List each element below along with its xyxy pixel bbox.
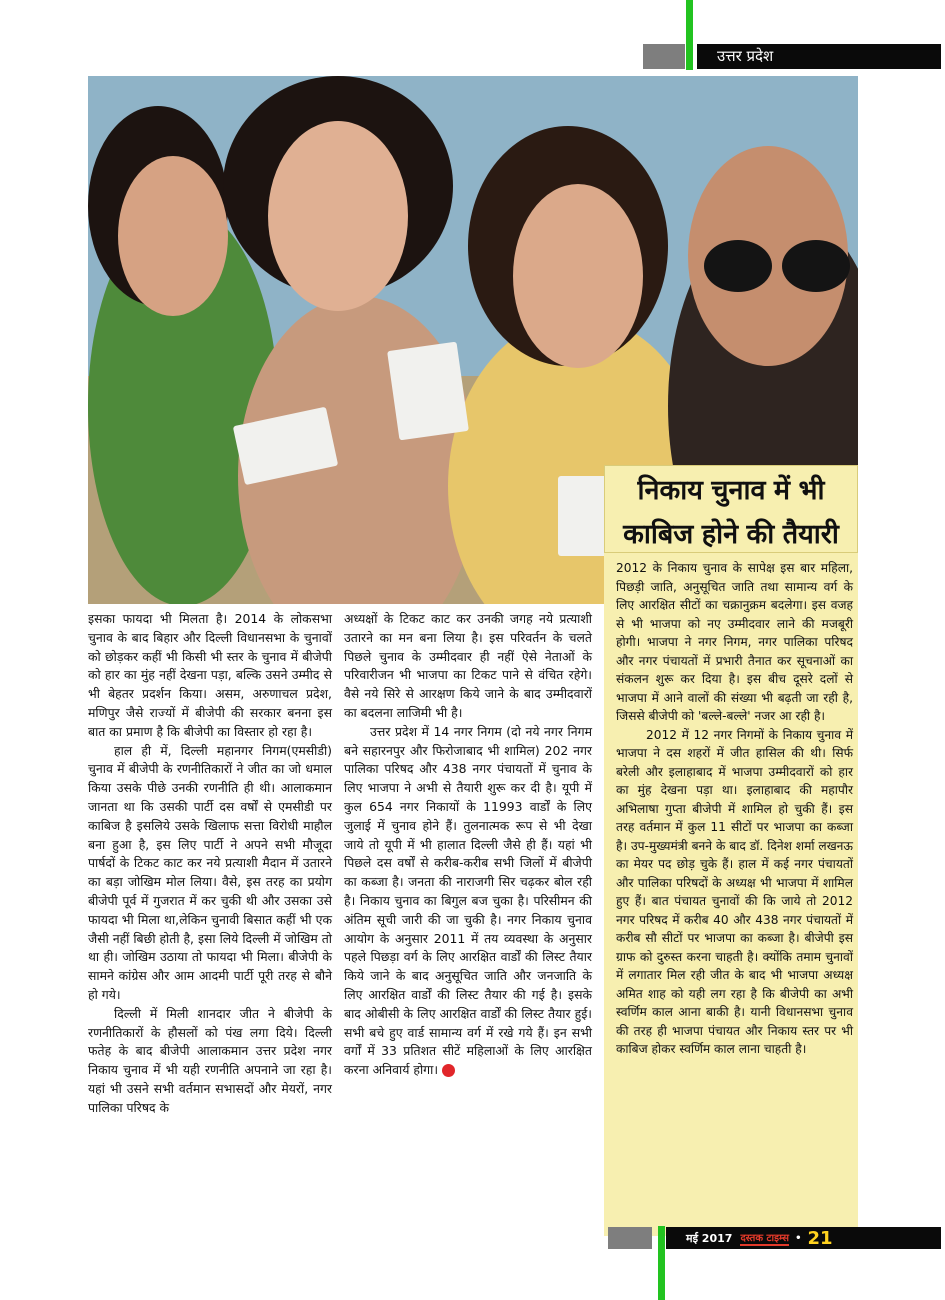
article-column-1 [88,610,332,1118]
woman-4-sunglasses-left [704,240,772,292]
headline-box [604,465,858,553]
section-label: उत्तर प्रदेश [697,44,941,69]
voter-card-2 [387,342,469,441]
footer-bar [666,1227,941,1249]
woman-3-face [513,184,643,368]
woman-4-sunglasses-right [782,240,850,292]
footer-bullet: • [795,1232,802,1244]
sidebar-paragraph: 2012 में 12 नगर निगमों के निकाय चुनाव में भाजपा ने दस शहरों में जीत हासिल की थी। सिर्फ बरेली और इलाहाबाद में भाजपा उम्मीदवारों को हार का मुंह देखना पड़ा था। इलाहाबाद की महापौर अभिलाषा गुप्ता बीजेपी में शामिल हो चुकी हैं। इस तरह वर्तमान में कुल 11 सीटों पर भाजपा का कब्जा है। उप-मुख्यमंत्री बनने के बाद डॉ. दिनेश शर्मा लखनऊ का मेयर पद छोड़ चुके हैं। हाल में कई नगर पंचायतों और पालिका परिषदों के अध्यक्ष भी भाजपा में शामिल हुए हैं। बात पंचायत चुनावों की कि जाये तो 2012 नगर परिषद में करीब 40 और 438 नगर पंचायतों में करीब सौ सीटों पर भाजपा का कब्जा है। बीजेपी इस ग्राफ को दुरुस्त करना चाहती है। क्योंकि तमाम चुनावों में लगातार मिल रही जीत के बाद भी भाजपा अध्यक्ष अमित शाह को यही लग रहा है कि बीजेपी का अभी स्वर्णिम काल आना बाकी है। यानी विधानसभा चुनाव की तरह ही भाजपा पंचायत और निकाय स्तर पर भी काबिज होकर स्वर्णिम काल लाना चाहती है। [616,727,853,1056]
footer-grey-block [608,1227,652,1249]
article-paragraph: इसका फायदा भी मिलता है। 2014 के लोकसभा चुनाव के बाद बिहार और दिल्ली विधानसभा के चुनावों को छोड़कर कहीं भी किसी भी स्तर के चुनाव में बीजेपी को हार का मुंह नहीं देखना पड़ा, बल्कि उसने उम्मीद से भी बेहतर प्रदर्शन किया। असम, अरुणाचल प्रदेश, मणिपुर जैसे राज्यों में बीजेपी की सरकार बनना इस बात का प्रमाण है कि बीजेपी का विस्तार हो रहा है। [88,611,332,739]
woman-2-face [268,121,408,311]
sidebar-box [604,553,858,1236]
header-grey-block [643,44,685,69]
article-column-2 [344,610,592,1080]
article-paragraph: हाल ही में, दिल्ली महानगर निगम(एमसीडी) चुनाव में बीजेपी के रणनीतिकारों ने जीत का जो धमाल किया उसके पीछे उनकी रणनीति ही थी। आलाकमान जानता था कि उसकी पार्टी दस वर्षों से एमसीडी पर काबिज है इसलिये उसके खिलाफ सत्ता विरोधी माहौल बना हुआ है, इस लिए पार्टी ने अपने सभी मौजूदा पार्षदों के टिकट काट कर नये प्रत्याशी मैदान में उतारने का बड़ा जोखिम मोल लिया। वैसे, इस तरह का प्रयोग बीजेपी पूर्व में गुजरात में कर चुकी थी और उसका उसे फायदा भी मिला था,लेकिन चुनावी बिसात कहीं भी एक जैसी नहीं बिछी होती है, इसा लिये दिल्ली में जोखिम तो था ही। जोखिम उठाया तो फायदा भी मिला। बीजेपी के सामने कांग्रेस और आम आदमी पार्टी पूरी तरह से बौने हो गये। [88,742,332,1002]
article-paragraph: अध्यक्षों के टिकट काट कर उनकी जगह नये प्रत्याशी उतारने का मन बना लिया है। इस परिवर्तन के चलते पिछले चुनाव के उम्मीदवार ही नहीं ऐसे नेताओं के परिवारीजन भी भाजपा का टिकट पाने से वंचित रहेगे। वैसे नये सिरे से आरक्षण किये जाने के बाद उम्मीदवारों का बदलना लाजिमी भी है। [344,611,592,720]
magazine-logo: दस्तक टाइम्स [740,1230,789,1246]
page-number: 21 [807,1227,833,1249]
sidebar-paragraph: 2012 के निकाय चुनाव के सापेक्ष इस बार महिला, पिछड़ी जाति, अनुसूचित जाति तथा सामान्य वर्ग के लिए आरक्षित सीटों का चक्रानुक्रम बदलेगा। इस वजह से भी भाजपा को नए उम्मीदवार लाने की मजबूरी होगी। भाजपा ने नगर निगम, नगर पालिका परिषद और नगर पंचायतों में प्रभारी तैनात कर सूचनाओं का संकलन शुरू कर दिया है। इस बीच दूसरे दलों से भाजपा में आने वालों की संख्या भी बढ़ती जा रही है, जिससे बीजेपी को 'बल्ले-बल्ले' नजर आ रही है। [616,561,853,723]
section-header [643,44,941,69]
article-paragraph-text: उत्तर प्रदेश में 14 नगर निगम (दो नये नगर निगम बने सहारनपुर और फिरोजाबाद भी शामिल) 202 नगर पालिका परिषद और 438 नगर पंचायतों में चुनाव के लिए भाजपा ने अभी से तैयारी शुरू कर दी है। यूपी में कुल 654 नगर निकायों के 11993 वार्डों के लिए जुलाई में चुनाव होने हैं। तुलनात्मक रूप से भी देखा जाये तो यूपी में भी हालात दिल्ली जैसे ही हैं। यहां भी पिछले दस वर्षों से करीब-करीब सभी जिलों में बीजेपी का कब्जा है। जनता की नाराजगी सिर चढ़कर बोल रही है। निकाय चुनाव का बिगुल बज चुका है। परिसीमन की अंतिम सूची जारी की जा चुकी है। नगर निकाय चुनाव आयोग के अनुसार 2011 में तय व्यवस्था के अनुसार पहले पिछड़ा वर्ग के लिए आरक्षित वार्डों की लिस्ट तैयार किये जाने के बाद अनुसूचित जाति और जनजाति के लिए आरक्षित वार्डों की लिस्ट तैयार की गई है। इसके बाद ओबीसी के लिए आरक्षित वार्डों की लिस्ट तैयार हुई। सभी बचे हुए वार्ड सामान्य वर्ग में रखे गये हैं। इन सभी वर्गों में 33 प्रतिशत सीटें महिलाओं के लिए आरक्षित करना अनिवार्य होगा। [344,723,592,1078]
page-footer [608,1227,941,1249]
woman-1-face [118,156,228,316]
article-paragraph: दिल्ली में मिली शानदार जीत ने बीजेपी के रणनीतिकारों के हौसलों को पंख लगा दिये। दिल्ली फतेह के बाद बीजेपी आलाकमान उत्तर प्रदेश नगर निकाय चुनाव में भी यही रणनीति अपनाने जा रहा है। यहां भी उसने सभी वर्तमान सभासदों और मेयरों, नगर पालिका परिषद के [88,1005,332,1115]
issue-date: मई 2017 [686,1231,733,1245]
headline-line-2: काबिज होने की तैयारी [623,519,839,550]
article-paragraph-last [344,723,592,1080]
end-mark-icon [442,1064,455,1077]
headline-line-1: निकाय चुनाव में भी [637,475,825,506]
